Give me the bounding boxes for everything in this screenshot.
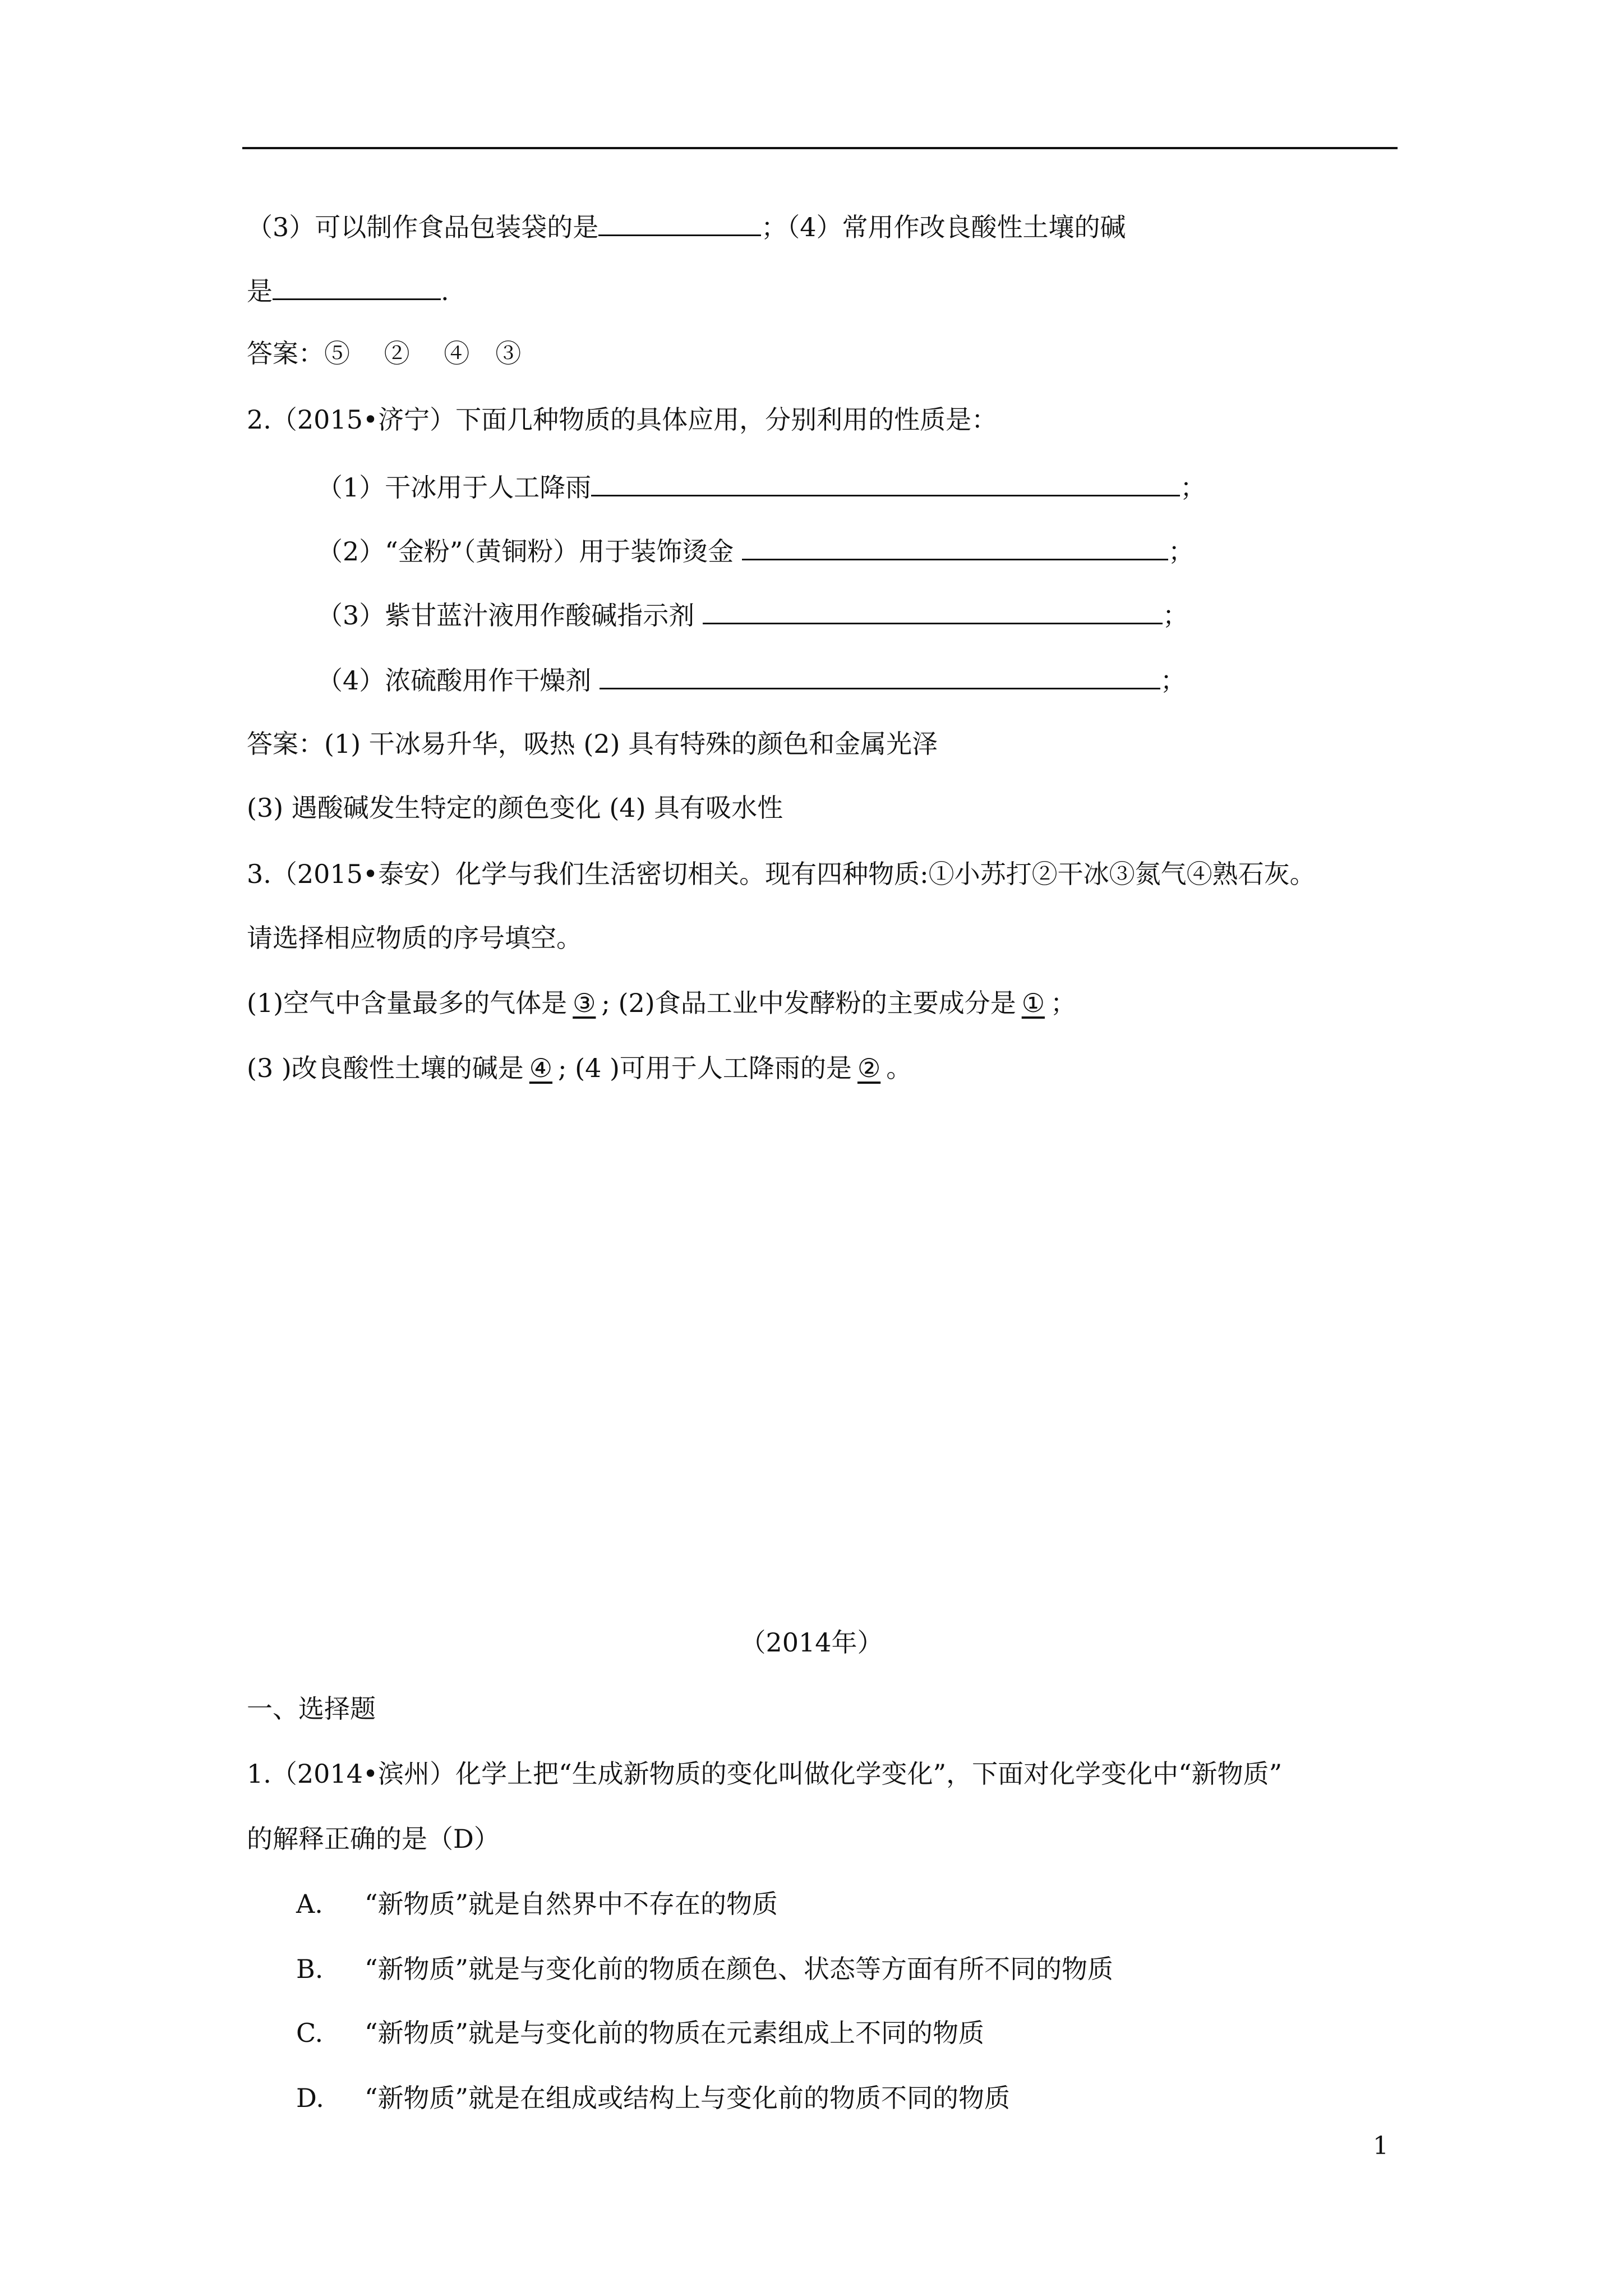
answer-blank — [273, 273, 441, 300]
text: (3 )改良酸性土壤的碱是 — [247, 1053, 524, 1083]
q3-line-cont — [247, 273, 449, 308]
question-3-parts-3-4 — [247, 1051, 912, 1085]
text: ； — [1160, 665, 1186, 696]
text: . — [441, 276, 449, 306]
answer-blank — [600, 662, 1160, 689]
text: 。 — [886, 1053, 912, 1083]
mc-question-line-2: 的解释正确的是（D） — [247, 1824, 500, 1854]
filled-answer: ① — [1021, 988, 1045, 1018]
text: （2）“金粉”（黄铜粉）用于装饰烫金 — [317, 536, 734, 567]
year-heading: （2014年） — [740, 1627, 883, 1658]
text: （3）可以制作食品包装袋的是 — [247, 212, 599, 242]
text: ； — [1180, 472, 1206, 503]
option-a — [296, 1887, 778, 1921]
option-d — [296, 2081, 1010, 2115]
answer-blank — [591, 469, 1180, 496]
text: ； — [1162, 600, 1188, 631]
question-2-item-1 — [317, 469, 1206, 504]
option-label: B. — [296, 1954, 324, 1984]
option-label: C. — [296, 2018, 324, 2048]
filled-answer: ③ — [573, 988, 596, 1018]
answer-2-line-1: 答案：(1) 干冰易升华，吸热 (2) 具有特殊的颜色和金属光泽 — [247, 729, 938, 759]
text: ； — [1168, 536, 1194, 567]
text: ；（4）常用作改良酸性土壤的碱 — [761, 212, 1126, 242]
option-label: D. — [296, 2083, 324, 2113]
question-2-item-3 — [317, 597, 1188, 632]
answer-2-line-2: (3) 遇酸碱发生特定的颜色变化 (4) 具有吸水性 — [247, 793, 783, 823]
answer-blank — [703, 597, 1163, 624]
option-text: “新物质”就是在组成或结构上与变化前的物质不同的物质 — [365, 2083, 1011, 2113]
text: （1）干冰用于人工降雨 — [317, 472, 592, 503]
question-3-intro: 请选择相应物质的序号填空。 — [247, 923, 582, 953]
question-3-parts-1-2 — [247, 986, 1076, 1020]
option-text: “新物质”就是与变化前的物质在颜色、状态等方面有所不同的物质 — [365, 1954, 1114, 1984]
mc-question-line-1: 1.（2014•滨州）化学上把“生成新物质的变化叫做化学变化”，下面对化学变化中“新物质” — [247, 1759, 1283, 1789]
q3-line — [247, 209, 1126, 244]
question-3-title: 3.（2015•泰安）化学与我们生活密切相关。现有四种物质:①小苏打②干冰③氮气④熟石灰。 — [247, 859, 1316, 889]
text: (1)空气中含量最多的气体是 — [247, 988, 568, 1018]
text: （4）浓硫酸用作干燥剂 — [317, 665, 592, 696]
option-text: “新物质”就是与变化前的物质在元素组成上不同的物质 — [365, 2018, 985, 2048]
text: ; (4 )可用于人工降雨的是 — [558, 1053, 852, 1083]
text: （3）紫甘蓝汁液用作酸碱指示剂 — [317, 600, 695, 631]
option-c — [296, 2016, 984, 2050]
question-2-item-2 — [317, 533, 1194, 568]
question-2-item-4 — [317, 662, 1186, 697]
text: ; (2)食品工业中发酵粉的主要成分是 — [601, 988, 1016, 1018]
section-heading: 一、选择题 — [247, 1694, 376, 1724]
answer-1: 答案：⑤ ② ④ ③ — [247, 338, 522, 369]
answer-blank — [598, 209, 761, 236]
text: ； — [1050, 988, 1076, 1018]
header-rule — [242, 147, 1398, 149]
filled-answer: ④ — [529, 1053, 553, 1083]
option-label: A. — [296, 1889, 323, 1919]
answer-blank — [742, 533, 1168, 560]
question-2-title: 2.（2015•济宁）下面几种物质的具体应用，分别利用的性质是： — [247, 404, 998, 435]
page-number: 1 — [1373, 2132, 1389, 2160]
option-text: “新物质”就是自然界中不存在的物质 — [365, 1889, 778, 1919]
filled-answer: ② — [857, 1053, 881, 1083]
text: 是 — [247, 276, 273, 306]
option-b — [296, 1952, 1113, 1986]
